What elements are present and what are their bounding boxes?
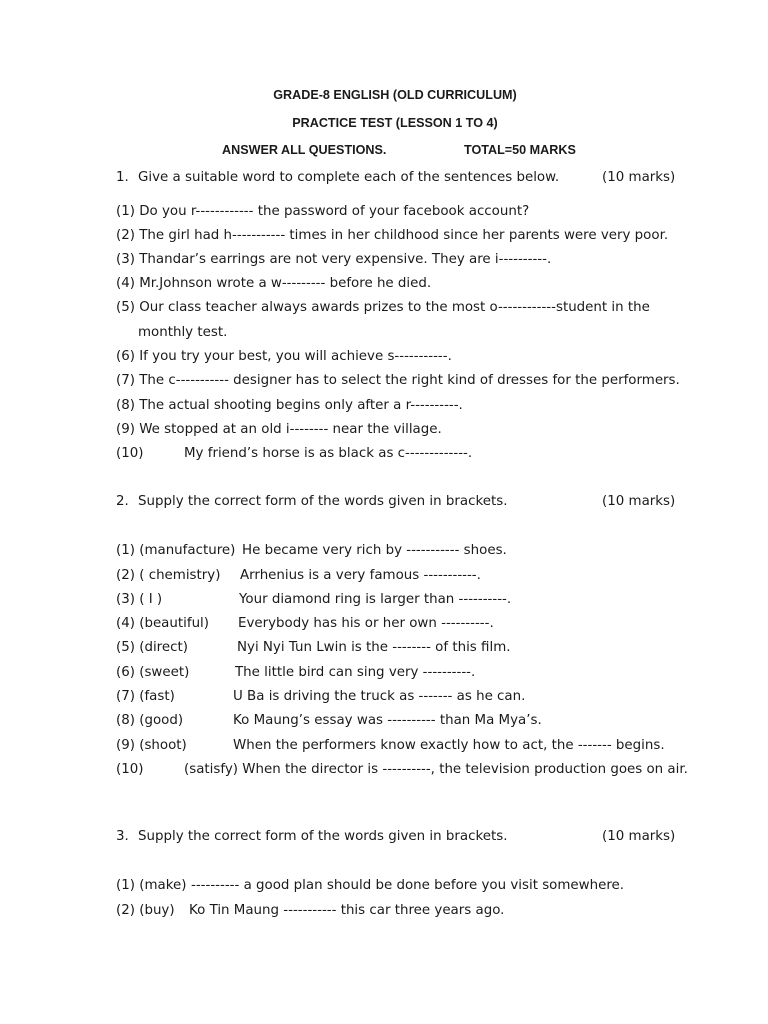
q2-item-7-text: U Ba is driving the truck as ------- as he can.	[233, 689, 526, 704]
q1-item-1: (1) Do you r------------ the password of your facebook account?	[116, 204, 530, 219]
q1-prompt: Give a suitable word to complete each of the sentences below.	[138, 170, 560, 185]
q1-item-5: (5) Our class teacher always awards prizes to the most o------------student in the	[116, 300, 650, 315]
q1-item-7: (7) The c----------- designer has to select the right kind of dresses for the performers.	[116, 373, 680, 388]
q2-item-6-word: (6) (sweet)	[116, 665, 190, 680]
total-marks: TOTAL=50 MARKS	[464, 143, 576, 157]
q2-marks: (10 marks)	[602, 494, 676, 509]
q1-item-5-continued: monthly test.	[138, 325, 228, 340]
q2-item-10-text: (satisfy) When the director is ----------, the television production goes on air.	[184, 762, 688, 777]
document-title: GRADE-8 ENGLISH (OLD CURRICULUM)	[273, 88, 517, 102]
q2-item-8-word: (8) (good)	[116, 713, 184, 728]
q2-item-6-text: The little bird can sing very ----------.	[235, 665, 476, 680]
q3-item-1-word: (1) (make)	[116, 878, 187, 893]
q2-item-9-word: (9) (shoot)	[116, 738, 187, 753]
q2-item-1-text: He became very rich by ----------- shoes.	[242, 543, 507, 558]
q2-item-8-text: Ko Maung’s essay was ---------- than Ma Mya’s.	[233, 713, 542, 728]
q3-item-2-word: (2) (buy)	[116, 903, 175, 918]
q1-item-2: (2) The girl had h----------- times in her childhood since her parents were very poor.	[116, 228, 669, 243]
q1-marks: (10 marks)	[602, 170, 676, 185]
q3-number: 3.	[116, 829, 129, 844]
document-subtitle: PRACTICE TEST (LESSON 1 TO 4)	[292, 116, 498, 130]
q1-item-3: (3) Thandar’s earrings are not very expensive. They are i----------.	[116, 252, 552, 267]
q2-item-5-word: (5) (direct)	[116, 640, 188, 655]
q2-item-4-word: (4) (beautiful)	[116, 616, 209, 631]
q2-item-3-text: Your diamond ring is larger than ----------.	[239, 592, 512, 607]
q3-prompt: Supply the correct form of the words given in brackets.	[138, 829, 508, 844]
q2-item-4-text: Everybody has his or her own ----------.	[238, 616, 494, 631]
q2-item-9-text: When the performers know exactly how to act, the ------- begins.	[233, 738, 665, 753]
q1-item-10-number: (10)	[116, 446, 144, 461]
q2-item-2-text: Arrhenius is a very famous -----------.	[240, 568, 481, 583]
q1-item-6: (6) If you try your best, you will achieve s-----------.	[116, 349, 452, 364]
q1-number: 1.	[116, 170, 129, 185]
q3-item-1-text: ---------- a good plan should be done before you visit somewhere.	[191, 878, 625, 893]
q2-item-5-text: Nyi Nyi Tun Lwin is the -------- of this film.	[237, 640, 511, 655]
q2-number: 2.	[116, 494, 129, 509]
q3-marks: (10 marks)	[602, 829, 676, 844]
q3-item-2-text: Ko Tin Maung ----------- this car three years ago.	[189, 903, 505, 918]
q1-item-10-text: My friend’s horse is as black as c-------------.	[184, 446, 473, 461]
q2-prompt: Supply the correct form of the words given in brackets.	[138, 494, 508, 509]
q2-item-7-word: (7) (fast)	[116, 689, 175, 704]
q1-item-8: (8) The actual shooting begins only after a r----------.	[116, 398, 463, 413]
q2-item-1-word: (1) (manufacture)	[116, 543, 236, 558]
q2-item-10-number: (10)	[116, 762, 144, 777]
q1-item-9: (9) We stopped at an old i-------- near the village.	[116, 422, 442, 437]
q1-item-4: (4) Mr.Johnson wrote a w--------- before he died.	[116, 276, 432, 291]
q2-item-2-word: (2) ( chemistry)	[116, 568, 221, 583]
q2-item-3-word: (3) ( I )	[116, 592, 163, 607]
instruction-text: ANSWER ALL QUESTIONS.	[222, 143, 387, 157]
